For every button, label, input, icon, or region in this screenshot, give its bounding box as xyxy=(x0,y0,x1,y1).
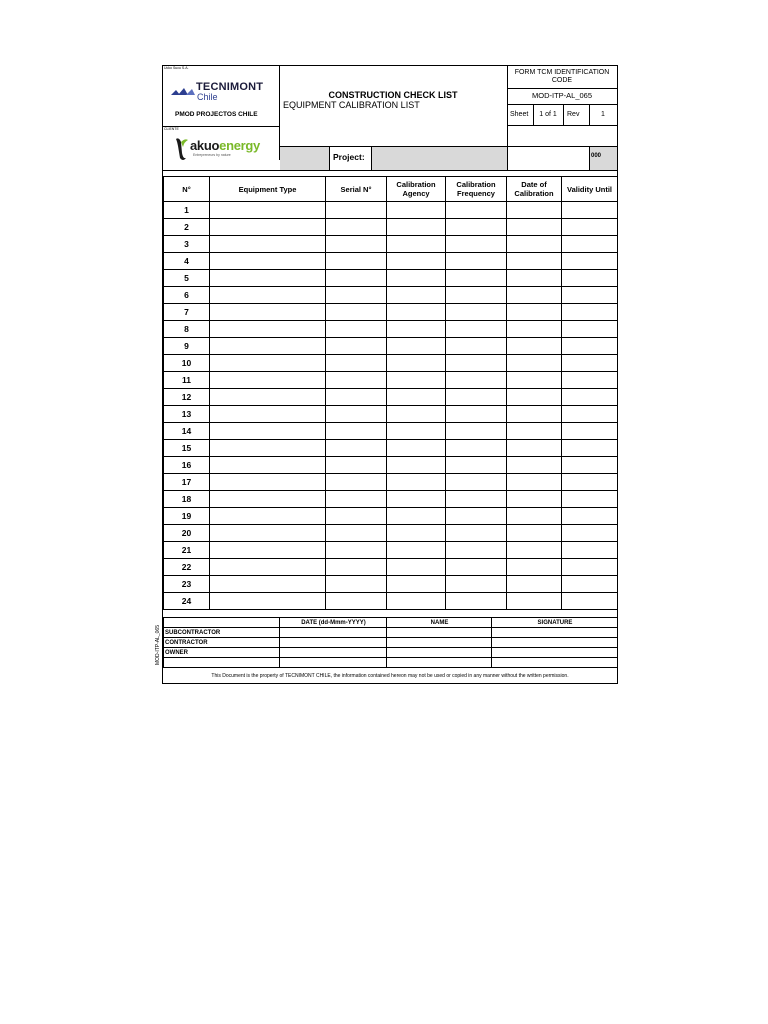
col-header-date-of-calibration: Date of Calibration xyxy=(507,177,562,202)
serial-cell[interactable] xyxy=(326,457,387,474)
date-of-calibration-cell[interactable] xyxy=(507,423,562,440)
row-number: 7 xyxy=(164,304,210,321)
name-field[interactable] xyxy=(387,638,492,648)
date-of-calibration-cell[interactable] xyxy=(507,542,562,559)
validity-until-cell[interactable] xyxy=(562,525,618,542)
table-row xyxy=(164,576,618,593)
date-of-calibration-cell[interactable] xyxy=(507,270,562,287)
table-row xyxy=(164,202,618,219)
signature-field[interactable] xyxy=(492,648,618,658)
row-number: 14 xyxy=(164,423,210,440)
equipment-type-cell[interactable] xyxy=(210,253,326,270)
equipment-type-cell[interactable] xyxy=(210,219,326,236)
serial-cell[interactable] xyxy=(326,491,387,508)
serial-cell[interactable] xyxy=(326,389,387,406)
calibration-frequency-cell[interactable] xyxy=(446,355,507,372)
row-number: 21 xyxy=(164,542,210,559)
calibration-agency-cell[interactable] xyxy=(387,593,446,610)
serial-cell[interactable] xyxy=(326,576,387,593)
equipment-type-cell[interactable] xyxy=(210,525,326,542)
validity-until-cell[interactable] xyxy=(562,542,618,559)
col-header-equipment-type: Equipment Type xyxy=(210,177,326,202)
date-of-calibration-cell[interactable] xyxy=(507,253,562,270)
calibration-agency-cell[interactable] xyxy=(387,372,446,389)
col-header-calibration-agency: Calibration Agency xyxy=(387,177,446,202)
equipment-type-cell[interactable] xyxy=(210,440,326,457)
row-number: 20 xyxy=(164,525,210,542)
project-code: 000 xyxy=(591,153,602,159)
date-field[interactable] xyxy=(280,628,387,638)
table-row xyxy=(164,406,618,423)
date-of-calibration-cell[interactable] xyxy=(507,389,562,406)
date-of-calibration-cell[interactable] xyxy=(507,525,562,542)
calibration-agency-cell[interactable] xyxy=(387,236,446,253)
form-code: MOD-ITP-AL_065 xyxy=(531,91,593,100)
signature-field[interactable] xyxy=(492,638,618,648)
row-number: 2 xyxy=(164,219,210,236)
row-number: 18 xyxy=(164,491,210,508)
table-row xyxy=(164,253,618,270)
calibration-agency-cell[interactable] xyxy=(387,321,446,338)
form-id-label-text: FORM TCM IDENTIFICATION CODE xyxy=(514,69,610,84)
date-of-calibration-cell[interactable] xyxy=(507,491,562,508)
date-of-calibration-cell[interactable] xyxy=(507,474,562,491)
row-number: 22 xyxy=(164,559,210,576)
table-row xyxy=(164,525,618,542)
calibration-table xyxy=(163,176,618,610)
table-row xyxy=(164,236,618,253)
date-of-calibration-cell[interactable] xyxy=(507,304,562,321)
calibration-agency-cell[interactable] xyxy=(387,406,446,423)
form-sheet xyxy=(162,65,618,684)
equipment-type-cell[interactable] xyxy=(210,457,326,474)
date-of-calibration-cell[interactable] xyxy=(507,508,562,525)
sheet-label: Sheet xyxy=(510,111,529,118)
date-of-calibration-cell[interactable] xyxy=(507,440,562,457)
validity-until-cell[interactable] xyxy=(562,270,618,287)
equipment-type-cell[interactable] xyxy=(210,474,326,491)
row-number: 13 xyxy=(164,406,210,423)
calibration-frequency-cell[interactable] xyxy=(446,406,507,423)
row-number: 16 xyxy=(164,457,210,474)
calibration-frequency-cell[interactable] xyxy=(446,219,507,236)
equipment-type-cell[interactable] xyxy=(210,406,326,423)
calibration-agency-cell[interactable] xyxy=(387,440,446,457)
client-name-prefix: akuo xyxy=(190,138,220,153)
calibration-frequency-cell[interactable] xyxy=(446,236,507,253)
date-of-calibration-cell[interactable] xyxy=(507,576,562,593)
calibration-frequency-cell[interactable] xyxy=(446,559,507,576)
validity-until-cell[interactable] xyxy=(562,474,618,491)
serial-cell[interactable] xyxy=(326,253,387,270)
calibration-frequency-cell[interactable] xyxy=(446,321,507,338)
date-of-calibration-cell[interactable] xyxy=(507,372,562,389)
date-of-calibration-cell[interactable] xyxy=(507,338,562,355)
serial-cell[interactable] xyxy=(326,202,387,219)
equipment-type-cell[interactable] xyxy=(210,304,326,321)
signature-row xyxy=(164,638,618,648)
signature-row xyxy=(164,648,618,658)
project-value-field[interactable] xyxy=(372,147,507,170)
calibration-frequency-cell[interactable] xyxy=(446,525,507,542)
client-tagline: Entrepreneurs by nature xyxy=(193,153,231,157)
equipment-type-cell[interactable] xyxy=(210,559,326,576)
row-number: 3 xyxy=(164,236,210,253)
validity-until-cell[interactable] xyxy=(562,576,618,593)
equipment-type-cell[interactable] xyxy=(210,236,326,253)
col-header-calibration-frequency: Calibration Frequency xyxy=(446,177,507,202)
equipment-type-cell[interactable] xyxy=(210,423,326,440)
validity-until-cell[interactable] xyxy=(562,236,618,253)
validity-until-cell[interactable] xyxy=(562,457,618,474)
row-number: 12 xyxy=(164,389,210,406)
rev-value: 1 xyxy=(601,111,605,118)
company-sub: Chile xyxy=(197,92,218,102)
calibration-frequency-cell[interactable] xyxy=(446,593,507,610)
table-row xyxy=(164,440,618,457)
equipment-type-cell[interactable] xyxy=(210,321,326,338)
calibration-frequency-cell[interactable] xyxy=(446,542,507,559)
project-label: Project: xyxy=(333,152,365,162)
validity-until-cell[interactable] xyxy=(562,593,618,610)
calibration-agency-cell[interactable] xyxy=(387,338,446,355)
row-number: 9 xyxy=(164,338,210,355)
serial-cell[interactable] xyxy=(326,355,387,372)
table-row xyxy=(164,389,618,406)
calibration-frequency-cell[interactable] xyxy=(446,287,507,304)
table-row xyxy=(164,559,618,576)
row-number: 17 xyxy=(164,474,210,491)
table-row xyxy=(164,321,618,338)
calibration-agency-cell[interactable] xyxy=(387,576,446,593)
row-number: 11 xyxy=(164,372,210,389)
date-of-calibration-cell[interactable] xyxy=(507,559,562,576)
calibration-agency-cell[interactable] xyxy=(387,508,446,525)
serial-cell[interactable] xyxy=(326,338,387,355)
row-number: 8 xyxy=(164,321,210,338)
date-of-calibration-cell[interactable] xyxy=(507,321,562,338)
calibration-frequency-cell[interactable] xyxy=(446,270,507,287)
table-row xyxy=(164,355,618,372)
role-contractor: CONTRACTOR xyxy=(164,638,280,648)
akuo-logo-icon xyxy=(175,136,189,162)
date-field[interactable] xyxy=(280,648,387,658)
serial-cell[interactable] xyxy=(326,304,387,321)
table-row xyxy=(164,338,618,355)
calibration-agency-cell[interactable] xyxy=(387,202,446,219)
role-subcontractor: SUBCONTRACTOR xyxy=(164,628,280,638)
calibration-frequency-cell[interactable] xyxy=(446,457,507,474)
validity-until-cell[interactable] xyxy=(562,423,618,440)
table-row xyxy=(164,542,618,559)
date-of-calibration-cell[interactable] xyxy=(507,287,562,304)
col-header-validity-until: Validity Until xyxy=(562,177,618,202)
calibration-agency-cell[interactable] xyxy=(387,542,446,559)
validity-until-cell[interactable] xyxy=(562,321,618,338)
validity-until-cell[interactable] xyxy=(562,508,618,525)
table-row xyxy=(164,593,618,610)
signature-header-row xyxy=(164,618,618,628)
table-row xyxy=(164,287,618,304)
calibration-agency-cell[interactable] xyxy=(387,474,446,491)
calibration-agency-cell[interactable] xyxy=(387,389,446,406)
serial-cell[interactable] xyxy=(326,287,387,304)
client-tiny-label: CLIENTE xyxy=(164,127,179,131)
calibration-agency-cell[interactable] xyxy=(387,219,446,236)
table-row xyxy=(164,304,618,321)
row-number: 1 xyxy=(164,202,210,219)
row-number: 19 xyxy=(164,508,210,525)
col-header-number: N° xyxy=(164,177,210,202)
calibration-agency-cell[interactable] xyxy=(387,491,446,508)
table-row xyxy=(164,508,618,525)
equipment-type-cell[interactable] xyxy=(210,576,326,593)
row-number: 5 xyxy=(164,270,210,287)
validity-until-cell[interactable] xyxy=(562,559,618,576)
row-number: 6 xyxy=(164,287,210,304)
calibration-agency-cell[interactable] xyxy=(387,423,446,440)
company-division: PMOD PROJECTOS CHILE xyxy=(175,111,258,118)
calibration-frequency-cell[interactable] xyxy=(446,508,507,525)
serial-cell[interactable] xyxy=(326,593,387,610)
calibration-agency-cell[interactable] xyxy=(387,304,446,321)
page-subtitle: EQUIPMENT CALIBRATION LIST xyxy=(283,100,420,110)
role-owner: OWNER xyxy=(164,648,280,658)
serial-cell[interactable] xyxy=(326,321,387,338)
date-of-calibration-cell[interactable] xyxy=(507,355,562,372)
validity-until-cell[interactable] xyxy=(562,219,618,236)
validity-until-cell[interactable] xyxy=(562,389,618,406)
client-name-suffix: energy xyxy=(219,138,260,153)
table-row xyxy=(164,219,618,236)
name-field[interactable] xyxy=(387,628,492,638)
equipment-type-cell[interactable] xyxy=(210,508,326,525)
col-header-serial: Serial N° xyxy=(326,177,387,202)
signature-table xyxy=(163,617,618,668)
calibration-frequency-cell[interactable] xyxy=(446,202,507,219)
calibration-agency-cell[interactable] xyxy=(387,525,446,542)
validity-until-cell[interactable] xyxy=(562,287,618,304)
sheet-value: 1 of 1 xyxy=(539,111,557,118)
equipment-type-cell[interactable] xyxy=(210,389,326,406)
rev-label: Rev xyxy=(567,111,580,118)
signature-row xyxy=(164,628,618,638)
equipment-type-cell[interactable] xyxy=(210,202,326,219)
equipment-type-cell[interactable] xyxy=(210,287,326,304)
table-row xyxy=(164,270,618,287)
page-title: CONSTRUCTION CHECK LIST xyxy=(328,90,458,100)
serial-cell[interactable] xyxy=(326,236,387,253)
form-id-label xyxy=(507,69,617,85)
validity-until-cell[interactable] xyxy=(562,491,618,508)
footer-note: This Document is the property of TECNIMONT CHILE, the information contained hereon may not be used or copied in any manner without the written permission. xyxy=(211,673,569,679)
row-number: 23 xyxy=(164,576,210,593)
serial-cell[interactable] xyxy=(326,542,387,559)
row-number: 4 xyxy=(164,253,210,270)
validity-until-cell[interactable] xyxy=(562,304,618,321)
date-field[interactable] xyxy=(280,638,387,648)
calibration-agency-cell[interactable] xyxy=(387,355,446,372)
table-row xyxy=(164,423,618,440)
validity-until-cell[interactable] xyxy=(562,253,618,270)
serial-cell[interactable] xyxy=(326,270,387,287)
tiny-top-text: Ucko Sucu S.A. xyxy=(164,66,189,70)
calibration-agency-cell[interactable] xyxy=(387,457,446,474)
row-number: 24 xyxy=(164,593,210,610)
equipment-type-cell[interactable] xyxy=(210,355,326,372)
calibration-frequency-cell[interactable] xyxy=(446,304,507,321)
serial-cell[interactable] xyxy=(326,406,387,423)
serial-cell[interactable] xyxy=(326,219,387,236)
sig-header-date: DATE (dd-Mmm-YYYY) xyxy=(280,618,387,628)
side-code: MOD-ITP-AL_065 xyxy=(155,625,161,666)
serial-cell[interactable] xyxy=(326,508,387,525)
date-of-calibration-cell[interactable] xyxy=(507,219,562,236)
row-number: 15 xyxy=(164,440,210,457)
table-row xyxy=(164,457,618,474)
calibration-agency-cell[interactable] xyxy=(387,559,446,576)
serial-cell[interactable] xyxy=(326,525,387,542)
sig-header-signature: SIGNATURE xyxy=(492,618,618,628)
validity-until-cell[interactable] xyxy=(562,338,618,355)
equipment-type-cell[interactable] xyxy=(210,593,326,610)
project-grey-left xyxy=(280,147,329,170)
table-header-row xyxy=(164,177,618,202)
calibration-frequency-cell[interactable] xyxy=(446,338,507,355)
validity-until-cell[interactable] xyxy=(562,440,618,457)
name-field[interactable] xyxy=(387,648,492,658)
date-of-calibration-cell[interactable] xyxy=(507,202,562,219)
calibration-frequency-cell[interactable] xyxy=(446,440,507,457)
calibration-frequency-cell[interactable] xyxy=(446,576,507,593)
date-of-calibration-cell[interactable] xyxy=(507,236,562,253)
equipment-type-cell[interactable] xyxy=(210,270,326,287)
sig-header-name: NAME xyxy=(387,618,492,628)
validity-until-cell[interactable] xyxy=(562,406,618,423)
calibration-agency-cell[interactable] xyxy=(387,253,446,270)
validity-until-cell[interactable] xyxy=(562,355,618,372)
date-of-calibration-cell[interactable] xyxy=(507,457,562,474)
company-name: TECNIMONT xyxy=(196,81,264,93)
tecnimont-logo-icon xyxy=(171,83,197,93)
validity-until-cell[interactable] xyxy=(562,372,618,389)
calibration-frequency-cell[interactable] xyxy=(446,372,507,389)
calibration-frequency-cell[interactable] xyxy=(446,474,507,491)
serial-cell[interactable] xyxy=(326,372,387,389)
table-row xyxy=(164,474,618,491)
calibration-agency-cell[interactable] xyxy=(387,270,446,287)
equipment-type-cell[interactable] xyxy=(210,542,326,559)
serial-cell[interactable] xyxy=(326,423,387,440)
table-row xyxy=(164,372,618,389)
calibration-frequency-cell[interactable] xyxy=(446,389,507,406)
equipment-type-cell[interactable] xyxy=(210,491,326,508)
validity-until-cell[interactable] xyxy=(562,202,618,219)
signature-row-blank xyxy=(164,658,618,668)
calibration-agency-cell[interactable] xyxy=(387,287,446,304)
serial-cell[interactable] xyxy=(326,474,387,491)
calibration-frequency-cell[interactable] xyxy=(446,423,507,440)
calibration-frequency-cell[interactable] xyxy=(446,253,507,270)
client-name xyxy=(190,138,260,153)
date-of-calibration-cell[interactable] xyxy=(507,406,562,423)
equipment-type-cell[interactable] xyxy=(210,338,326,355)
date-of-calibration-cell[interactable] xyxy=(507,593,562,610)
row-number: 10 xyxy=(164,355,210,372)
signature-field[interactable] xyxy=(492,628,618,638)
table-row xyxy=(164,491,618,508)
calibration-frequency-cell[interactable] xyxy=(446,491,507,508)
equipment-type-cell[interactable] xyxy=(210,372,326,389)
serial-cell[interactable] xyxy=(326,440,387,457)
serial-cell[interactable] xyxy=(326,559,387,576)
